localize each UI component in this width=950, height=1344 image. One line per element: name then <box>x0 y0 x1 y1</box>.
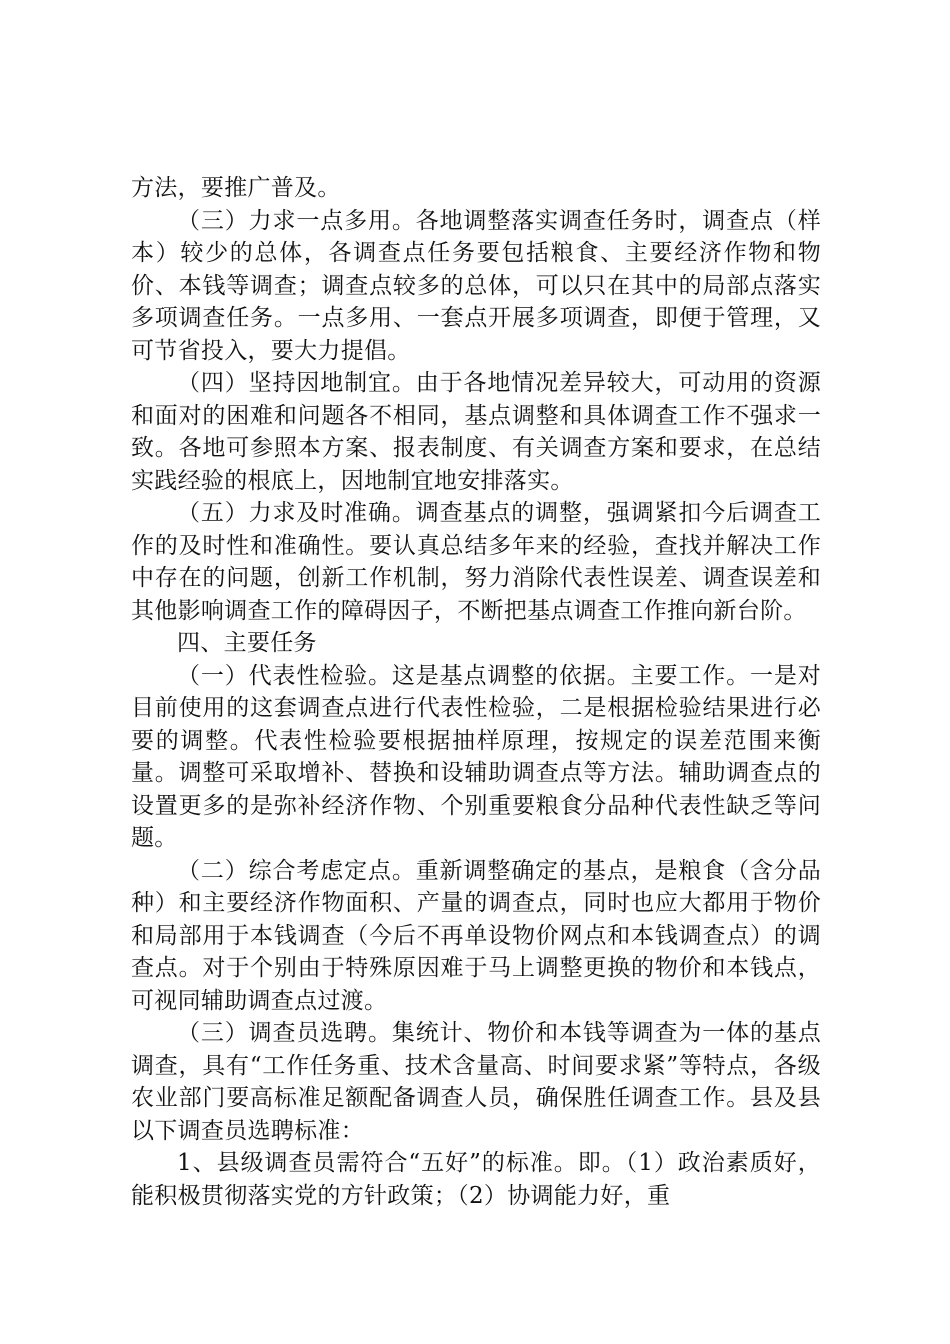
section-heading-main-tasks: 四、主要任务 <box>177 630 317 656</box>
paragraph-item-1: 1、县级调查员需符合“五好”的标准。即。（1）政治素质好，能积极贯彻落实党的方针政策；（2）协调能力好，重 <box>131 1150 821 1209</box>
paragraph-task-3: （三）调查员选聘。集统计、物价和本钱等调查为一体的基点调查，具有“工作任务重、技术含量高、时间要求紧”等特点，各级农业部门要高标准足额配备调查人员，确保胜任调查工作。县及县以下调查员选聘标准： <box>131 1020 821 1144</box>
paragraph-task-2: （二）综合考虑定点。重新调整确定的基点，是粮食（含分品种）和主要经济作物面积、产量的调查点，同时也应大都用于物价和局部用于本钱调查（今后不再单设物价网点和本钱调查点）的调查点。对于个别由于特殊原因难于马上调整更换的物价和本钱点，可视同辅助调查点过渡。 <box>131 857 821 1014</box>
paragraph-section-5: （五）力求及时准确。调查基点的调整，强调紧扣今后调查工作的及时性和准确性。要认真总结多年来的经验，查找并解决工作中存在的问题，创新工作机制，努力消除代表性误差、调查误差和其他影响调查工作的障碍因子，不断把基点调查工作推向新台阶。 <box>131 500 821 624</box>
paragraph-continuation: 方法，要推广普及。 <box>131 175 341 201</box>
paragraph-task-1: （一）代表性检验。这是基点调整的依据。主要工作。一是对目前使用的这套调查点进行代表性检验，二是根据检验结果进行必要的调整。代表性检验要根据抽样原理，按规定的误差范围来衡量。调整可采取增补、替换和设辅助调查点等方法。辅助调查点的设置更多的是弥补经济作物、个别重要粮食分品种代表性缺乏等问题。 <box>131 662 821 851</box>
paragraph-section-4: （四）坚持因地制宜。由于各地情况差异较大，可动用的资源和面对的困难和问题各不相同，基点调整和具体调查工作不强求一致。各地可参照本方案、报表制度、有关调查方案和要求，在总结实践经验的根底上，因地制宜地安排落实。 <box>131 370 821 494</box>
document-body <box>131 172 821 1212</box>
paragraph-section-3: （三）力求一点多用。各地调整落实调查任务时，调查点（样本）较少的总体，各调查点任务要包括粮食、主要经济作物和物价、本钱等调查；调查点较多的总体，可以只在其中的局部点落实多项调查任务。一点多用、一套点开展多项调查，即便于管理，又可节省投入，要大力提倡。 <box>131 207 821 364</box>
